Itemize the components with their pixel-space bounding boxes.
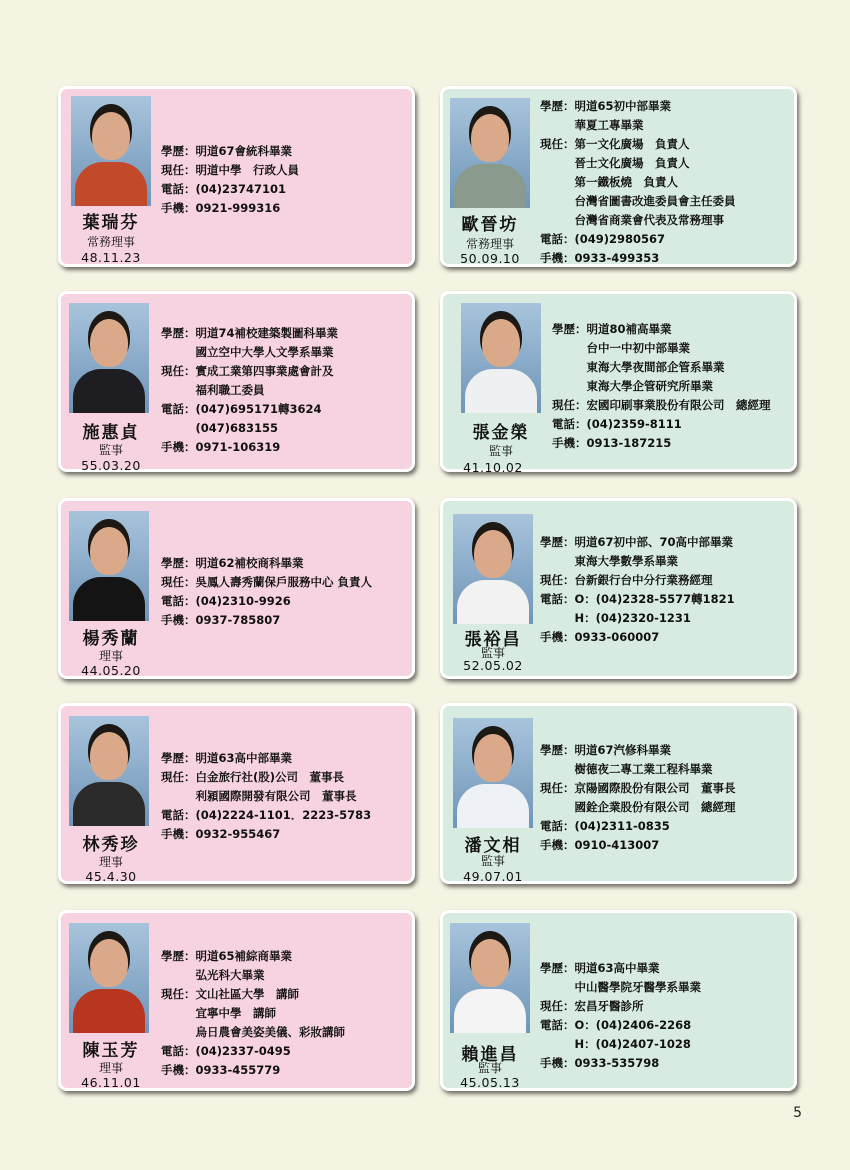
member-info — [161, 947, 345, 1080]
member-role: 監事 — [480, 646, 505, 660]
info-line: 電話：(04)2337-0495 — [161, 1044, 291, 1058]
member-info — [161, 554, 372, 630]
member-photo — [450, 923, 530, 1033]
member-name: 施惠貞 — [82, 423, 140, 443]
info-line: 現任：宏國印刷事業股份有限公司 總經理 — [552, 398, 771, 412]
member-photo — [69, 716, 149, 826]
member-date: 44.05.20 — [81, 663, 141, 678]
info-line: 現任：文山社區大學 講師 — [161, 987, 299, 1001]
info-line: 手機：0933-535798 — [540, 1056, 660, 1070]
info-line: 電話：(047)695171轉3624 — [161, 402, 322, 416]
member-name: 賴進昌 — [461, 1045, 519, 1065]
member-name: 張裕昌 — [464, 630, 522, 650]
info-line: 華夏工專畢業 — [540, 118, 644, 132]
info-line: 現任：宏昌牙醫診所 — [540, 999, 644, 1013]
info-line: 電話：O：(04)2406-2268 — [540, 1018, 692, 1032]
member-info — [540, 741, 736, 855]
member-photo — [71, 96, 151, 206]
info-line: 現任：京陽國際股份有限公司 董事長 — [540, 781, 736, 795]
member-card-6 — [440, 498, 797, 679]
info-line: 電話：(04)2224-1101．2223-5783 — [161, 808, 372, 822]
member-card-8 — [440, 703, 797, 884]
info-line: 學歷：明道67汽修科畢業 — [540, 743, 672, 757]
info-line: 台灣省商業會代表及常務理事 — [540, 213, 724, 227]
info-line: 福利職工委員 — [161, 383, 265, 397]
info-line: 電話：O：(04)2328-5577轉1821 — [540, 592, 735, 606]
info-line: 台灣省圖書改進委員會主任委員 — [540, 194, 736, 208]
info-line: 學歷：明道65補綜商畢業 — [161, 949, 293, 963]
info-line: 手機：0913-187215 — [552, 436, 672, 450]
member-info — [540, 959, 701, 1073]
info-line: 手機：0933-060007 — [540, 630, 660, 644]
member-name: 陳玉芳 — [82, 1041, 140, 1061]
info-line: 樹德夜二專工業工程科畢業 — [540, 762, 713, 776]
info-line: 中山醫學院牙醫學系畢業 — [540, 980, 701, 994]
member-card-9 — [58, 910, 415, 1091]
info-line: (047)683155 — [161, 421, 279, 435]
info-line: H：(04)2407-1028 — [540, 1037, 691, 1051]
member-date: 48.11.23 — [81, 250, 141, 265]
member-role: 理事 — [98, 855, 123, 869]
member-info — [552, 320, 771, 453]
info-line: 學歷：明道67會統科畢業 — [161, 144, 293, 158]
info-line: 手機：0937-785807 — [161, 613, 281, 627]
member-role: 理事 — [98, 649, 123, 663]
info-line: 現任：實成工業第四事業處會計及 — [161, 364, 334, 378]
member-role: 理事 — [98, 1061, 123, 1075]
member-info — [540, 533, 735, 647]
info-line: 現任：第一文化廣場 負責人 — [540, 137, 690, 151]
info-line: 台中一中初中部畢業 — [552, 341, 690, 355]
info-line: 學歷：明道65初中部畢業 — [540, 99, 672, 113]
member-role: 監事 — [488, 444, 513, 458]
info-line: 電話：(049)2980567 — [540, 232, 666, 246]
info-line: 東海大學企管研究所畢業 — [552, 379, 713, 393]
info-line: 手機：0933-499353 — [540, 251, 660, 265]
info-line: 宜寧中學 講師 — [161, 1006, 276, 1020]
info-line: 現任：明道中學 行政人員 — [161, 163, 299, 177]
member-name: 歐晉坊 — [461, 215, 519, 235]
member-date: 45.05.13 — [460, 1075, 520, 1090]
member-name: 潘文相 — [464, 836, 522, 856]
member-name: 林秀珍 — [82, 835, 140, 855]
member-role: 常務理事 — [465, 237, 514, 251]
info-line: 利潁國際開發有限公司 董事長 — [161, 789, 357, 803]
member-info — [161, 142, 299, 218]
info-line: 手機：0933-455779 — [161, 1063, 281, 1077]
member-role: 監事 — [480, 854, 505, 868]
member-photo — [453, 514, 533, 624]
info-line: 烏日農會美姿美儀、彩妝講師 — [161, 1025, 345, 1039]
info-line: 晉士文化廣場 負責人 — [540, 156, 690, 170]
info-line: 國立空中大學人文學系畢業 — [161, 345, 334, 359]
member-card-1 — [58, 86, 415, 267]
member-date: 46.11.01 — [81, 1075, 141, 1090]
info-line: 國銓企業股份有限公司 總經理 — [540, 800, 736, 814]
member-card-5 — [58, 498, 415, 679]
member-date: 52.05.02 — [463, 658, 523, 673]
member-date: 45.4.30 — [85, 869, 137, 884]
info-line: 學歷：明道62補校商科畢業 — [161, 556, 304, 570]
member-photo — [69, 511, 149, 621]
member-info — [161, 749, 371, 844]
info-line: 弘光科大畢業 — [161, 968, 265, 982]
member-date: 50.09.10 — [460, 251, 520, 266]
member-info — [161, 324, 338, 457]
member-photo — [69, 303, 149, 413]
info-line: 電話：(04)2310-9926 — [161, 594, 291, 608]
info-line: 現任：台新銀行台中分行業務經理 — [540, 573, 713, 587]
member-date: 55.03.20 — [81, 458, 141, 473]
member-info — [540, 97, 736, 268]
member-photo — [69, 923, 149, 1033]
info-line: 學歷：明道63高中畢業 — [540, 961, 660, 975]
info-line: 學歷：明道67初中部、70高中部畢業 — [540, 535, 734, 549]
info-line: 手機：0910-413007 — [540, 838, 660, 852]
member-role: 監事 — [477, 1061, 502, 1075]
member-card-2 — [440, 86, 797, 267]
info-line: 電話：(04)23747101 — [161, 182, 287, 196]
info-line: 第一鐵板燒 負責人 — [540, 175, 678, 189]
member-name: 楊秀蘭 — [82, 629, 140, 649]
member-card-7 — [58, 703, 415, 884]
info-line: H：(04)2320-1231 — [540, 611, 691, 625]
member-photo — [453, 718, 533, 828]
info-line: 手機：0921-999316 — [161, 201, 281, 215]
info-line: 電話：(04)2311-0835 — [540, 819, 670, 833]
member-role: 監事 — [98, 443, 123, 457]
info-line: 學歷：明道80補高畢業 — [552, 322, 672, 336]
info-line: 東海大學數學系畢業 — [540, 554, 678, 568]
info-line: 學歷：明道74補校建築製圖科畢業 — [161, 326, 339, 340]
info-line: 手機：0971-106319 — [161, 440, 281, 454]
info-line: 東海大學夜間部企管系畢業 — [552, 360, 725, 374]
page-number: 5 — [793, 1105, 802, 1121]
member-date: 49.07.01 — [463, 869, 523, 884]
member-card-10 — [440, 910, 797, 1091]
info-line: 現任：白金旅行社(股)公司 董事長 — [161, 770, 345, 784]
member-card-3 — [58, 291, 415, 472]
member-card-4 — [440, 291, 797, 475]
info-line: 學歷：明道63高中部畢業 — [161, 751, 293, 765]
member-role: 常務理事 — [86, 235, 135, 249]
info-line: 電話：(04)2359-8111 — [552, 417, 682, 431]
member-photo — [461, 303, 541, 413]
member-name: 葉瑞芬 — [82, 213, 140, 233]
info-line: 現任：吳鳳人壽秀蘭保戶服務中心 負責人 — [161, 575, 373, 589]
info-line: 手機：0932-955467 — [161, 827, 281, 841]
member-date: 41.10.02 — [463, 460, 523, 475]
member-photo — [450, 98, 530, 208]
member-name: 張金榮 — [472, 423, 530, 443]
